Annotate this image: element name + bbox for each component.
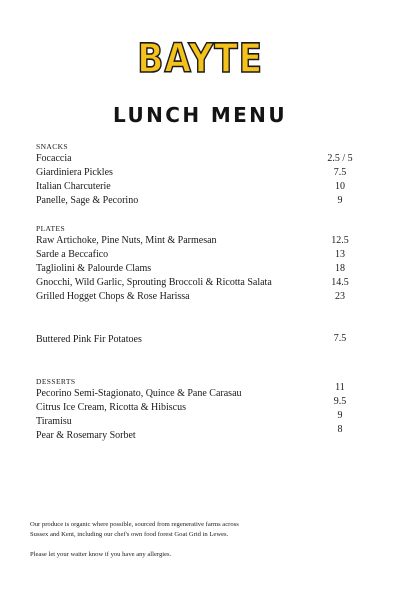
menu-item-price: 9 — [337, 195, 343, 206]
menu-item-name: Citrus Ice Cream, Ricotta & Hibiscus — [36, 402, 186, 413]
menu-item-name: Focaccia — [36, 153, 72, 164]
menu-item-price: 8 — [337, 424, 343, 435]
menu-item-name: Pecorino Semi-Stagionato, Quince & Pane Carasau — [36, 388, 242, 399]
logo — [0, 38, 400, 80]
menu-item-price: 11 — [335, 382, 345, 393]
logo-text: BAYTE — [137, 36, 263, 82]
menu-item-price: 9 — [337, 410, 343, 421]
menu-item-name: Grilled Hogget Chops & Rose Harissa — [36, 291, 190, 302]
menu-item-name: Panelle, Sage & Pecorino — [36, 195, 139, 206]
menu-item-price: 14.5 — [331, 277, 349, 288]
menu-item-price: 7.5 — [333, 167, 347, 178]
menu-item-name: Giardiniera Pickles — [36, 167, 113, 178]
menu-item-name: Pear & Rosemary Sorbet — [36, 430, 136, 441]
menu-item-price: 7.5 — [333, 333, 347, 344]
section-label-desserts: DESSERTS — [36, 377, 76, 386]
menu-item-name: Buttered Pink Fir Potatoes — [36, 334, 142, 345]
menu-item-name: Raw Artichoke, Pine Nuts, Mint & Parmesan — [36, 235, 217, 246]
menu-item-price: 10 — [335, 181, 345, 192]
section-label-plates: PLATES — [36, 224, 66, 233]
menu-item-name: Tagliolini & Palourde Clams — [36, 263, 152, 274]
page-title: LUNCH MENU — [113, 103, 287, 127]
menu-item-name: Gnocchi, Wild Garlic, Sprouting Broccoli & Ricotta Salata — [36, 277, 272, 288]
menu-item-price: 12.5 — [331, 235, 349, 246]
footer-note-line: Sussex and Kent, including our chef's own food forest Goat Grid in Lewes. — [30, 531, 229, 538]
menu-item-name: Sarde a Beccafico — [36, 249, 109, 260]
section-label-snacks: SNACKS — [36, 142, 68, 151]
menu-item-price: 18 — [335, 263, 345, 274]
menu-item-price: 23 — [335, 291, 345, 302]
menu-item-price: 2.5 / 5 — [327, 153, 353, 164]
allergy-note: Please let your waiter know if you have any allergies. — [30, 551, 172, 558]
menu-item-price: 9.5 — [333, 396, 347, 407]
menu-item-name: Tiramisu — [36, 416, 72, 427]
menu-item-price: 13 — [335, 249, 345, 260]
menu-item-name: Italian Charcuterie — [36, 181, 111, 192]
footer-note-line: Our produce is organic where possible, sourced from regenerative farms across — [30, 521, 239, 528]
